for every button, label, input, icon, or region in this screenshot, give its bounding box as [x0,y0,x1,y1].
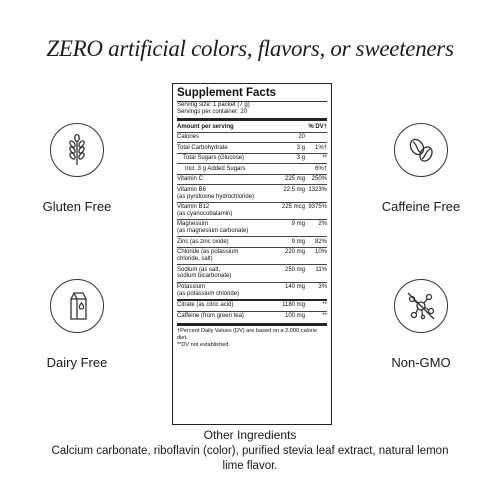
nutrient-amount: 1180 mg [282,302,305,309]
facts-row [177,282,327,299]
header-amount-per-serving: Amount per serving [177,124,234,130]
serving-size: Serving size: 1 packet (7 g) [177,102,250,109]
footnote-dv: †Percent Daily Values (DV) are based on a 2,000 calorie diet. [177,328,318,341]
nutrient-dv: ** [322,312,327,319]
nutrient-amount: 3 g [296,144,305,151]
nutrient-amount: 100 mg [284,312,305,319]
facts-footnote [177,328,327,349]
nutrient-dv: 1323% [308,186,327,193]
nutrient-dv: ** [322,155,327,162]
nutrient-name: Vitamin B6 (as pyridoxine hydrochloride) [177,186,255,200]
nutrient-name: Vitamin B12 (as cyanocobalamin) [177,203,233,217]
nutrient-name: Incl. 3 g Added Sugars [185,165,246,172]
nutrient-dv: 6%† [314,165,327,172]
nutrient-dv: 9375% [308,203,327,210]
nutrient-name: Citrate (as citric acid) [177,302,234,309]
nutrient-amount: 140 mg [284,283,305,290]
non-gmo-badge [366,279,476,370]
facts-row [177,174,327,184]
servings-per-container: Servings per container: 20 [177,109,248,116]
nutrient-amount: 220 mg [284,249,305,256]
dairy-free-circle [50,279,104,333]
gluten-free-circle [50,123,104,177]
coffee-bean-icon [405,134,437,166]
nutrient-amount: 3 g [296,155,305,162]
nutrient-dv: 10% [314,249,327,256]
facts-header [177,123,327,132]
nutrient-amount: 225 mcg [281,203,305,210]
nutrient-name: Magnesium (as magnesium carbonate) [177,221,249,235]
non-gmo-circle [394,279,448,333]
nutrient-name: Total Sugars (Glucose) [183,155,245,162]
nutrient-dv: ** [322,302,327,309]
nutrient-name: Calories [177,134,200,141]
nutrient-amount: 22.5 mg [283,186,305,193]
facts-row [177,264,327,281]
facts-row [177,236,327,246]
facts-row [177,202,327,219]
facts-row [177,311,327,321]
nutrient-dv: 82% [314,238,327,245]
dairy-free-badge [22,279,132,370]
facts-row [177,142,327,152]
facts-row [177,184,327,201]
other-ingredients [0,428,500,474]
dairy-free-label: Dairy Free [46,355,108,370]
nutrient-name: Caffeine (from green tea) [177,312,244,319]
nutrient-dv: 1%† [314,144,327,151]
nutrient-name: Sodium (as salt, sodium bicarbonate) [177,266,232,280]
nutrient-name: Potassium (as potassium chloride) [177,283,240,297]
facts-row [177,299,327,310]
facts-row [177,163,327,173]
nutrient-amount: 9 mg [291,221,305,228]
footnote-not-established: **DV not established. [177,341,230,348]
gluten-free-label: Gluten Free [42,199,112,214]
nutrient-amount: 9 mg [291,238,305,245]
facts-row [177,132,327,142]
header-dv: % DV† [308,124,327,130]
other-ingredients-text: Calcium carbonate, riboflavin (color), purified stevia leaf extract, natural lemon lime flavor. [51,445,449,472]
nutrient-amount: 225 mg [284,176,305,183]
serving-info [177,101,327,116]
caffeine-free-circle [394,123,448,177]
other-ingredients-title: Other Ingredients [203,428,297,442]
facts-bottom-divider [177,323,327,326]
caffeine-free-label: Caffeine Free [381,199,461,214]
wheat-icon [62,133,92,167]
nutrient-dv: 2% [318,221,327,228]
facts-row [177,153,327,163]
headline: ZERO artificial colors, flavors, or sweeteners [46,36,454,61]
nutrient-dv: 11% [315,266,327,273]
nutrient-name: Vitamin C [177,176,203,183]
facts-divider [177,118,327,121]
milk-carton-icon [62,289,92,323]
nutrient-name: Zinc (as zinc oxide) [177,238,229,245]
supplement-facts-panel [172,83,332,425]
facts-row [177,219,327,236]
nutrient-amount: 20 [298,134,305,141]
facts-rows [177,132,327,321]
gluten-free-badge [22,123,132,214]
nutrient-dv: 3% [318,283,327,290]
nutrient-name: Chloride (as potassium chloride, salt) [177,249,239,263]
non-gmo-label: Non-GMO [391,355,451,370]
nutrient-dv: 250% [311,176,327,183]
facts-title: Supplement Facts [177,87,277,99]
facts-row [177,247,327,264]
nutrient-amount: 250 mg [284,266,305,273]
caffeine-free-badge [366,123,476,214]
molecule-icon [405,290,437,322]
nutrient-name: Total Carbohydrate [177,144,228,151]
